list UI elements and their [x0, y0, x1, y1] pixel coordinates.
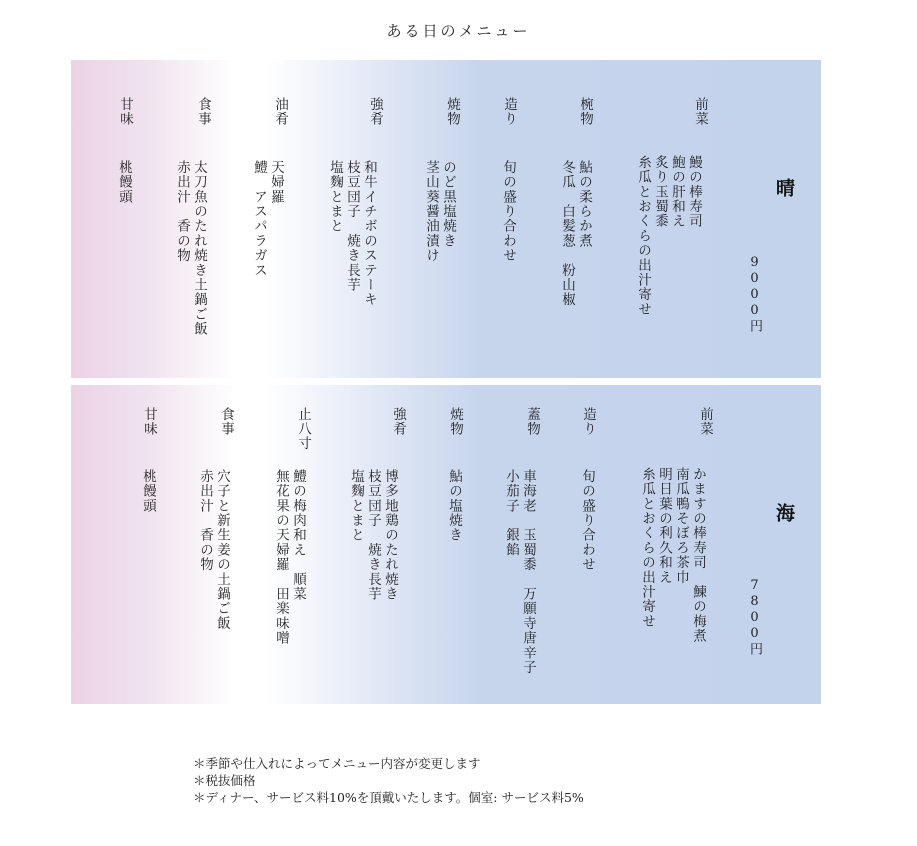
- footnote: ＊季節や仕入れによってメニュー内容が変更します: [193, 756, 481, 771]
- course-category: 甘味: [141, 407, 157, 436]
- course-category: 焼物: [444, 97, 460, 126]
- course-dishes: 鱧の梅肉和え 順菜 無花果の天婦羅 田楽味噌: [273, 469, 306, 646]
- course-dishes: のど黒塩焼き 茎山葵醤油漬け: [423, 160, 456, 263]
- course-dishes: かますの棒寿司 鰊の梅煮 南瓜鴨そぼろ茶巾 明日葉の利久和え 糸瓜とおくらの出汁寄せ: [639, 467, 706, 644]
- course-category: 油肴: [272, 97, 288, 126]
- course-dishes: 桃饅頭: [116, 160, 132, 205]
- footnote: ＊税抜価格: [193, 773, 256, 788]
- footnotes: [193, 755, 584, 806]
- menu-panel-umi: [71, 385, 821, 704]
- course-category: 食事: [218, 407, 234, 436]
- footnote: ＊ディナー、サービス料10%を頂戴いたします。個室: サービス料5%: [193, 790, 584, 805]
- course-category: 強肴: [390, 407, 406, 436]
- course-category: 前菜: [697, 407, 713, 436]
- menu-price: 7800円: [747, 578, 762, 656]
- course-category: 前菜: [692, 97, 708, 126]
- course-category: 焼物: [447, 407, 463, 436]
- course-category: 食事: [195, 97, 211, 126]
- course-dishes: 旬の盛り合わせ: [500, 160, 516, 263]
- menu-name: 晴: [773, 178, 795, 197]
- menu-price: 9000円: [747, 255, 762, 333]
- course-dishes: 穴子と新生姜の土鍋ご飯 赤出汁 香の物: [197, 469, 230, 631]
- course-dishes: 鮎の塩焼き: [446, 469, 462, 543]
- course-dishes: 鰻の棒寿司 鮑の肝和え 炙り玉蜀黍 糸瓜とおくらの出汁寄せ: [635, 155, 702, 317]
- course-category: 止八寸: [295, 407, 311, 451]
- course-dishes: 鮎の柔らか煮 冬瓜 白髪葱 粉山椒: [559, 160, 592, 307]
- course-dishes: 博多地鶏のたれ焼き 枝豆団子 焼き長芋 塩麴とまと: [348, 469, 398, 602]
- course-dishes: 桃饅頭: [140, 469, 156, 514]
- course-dishes: 太刀魚のたれ焼き土鍋ご飯 赤出汁 香の物: [174, 160, 207, 337]
- course-dishes: 旬の盛り合わせ: [579, 469, 595, 572]
- menu-panel-hare: [71, 60, 821, 378]
- course-category: 造り: [501, 97, 517, 126]
- course-category: 蓋物: [524, 407, 540, 436]
- page-title: ある日のメニュー: [386, 22, 531, 40]
- course-dishes: 和牛イチボのステーキ 枝豆団子 焼き長芋 塩麴とまと: [327, 160, 377, 307]
- course-dishes: 車海老 玉蜀黍 万願寺唐辛子 小茄子 銀餡: [503, 469, 536, 675]
- course-category: 強肴: [367, 97, 383, 126]
- course-dishes: 天婦羅 鱧 アスパラガス: [251, 160, 284, 278]
- menu-name: 海: [773, 503, 795, 522]
- course-category: 甘味: [117, 97, 133, 126]
- course-category: 造り: [580, 407, 596, 436]
- course-category: 椀物: [577, 97, 593, 126]
